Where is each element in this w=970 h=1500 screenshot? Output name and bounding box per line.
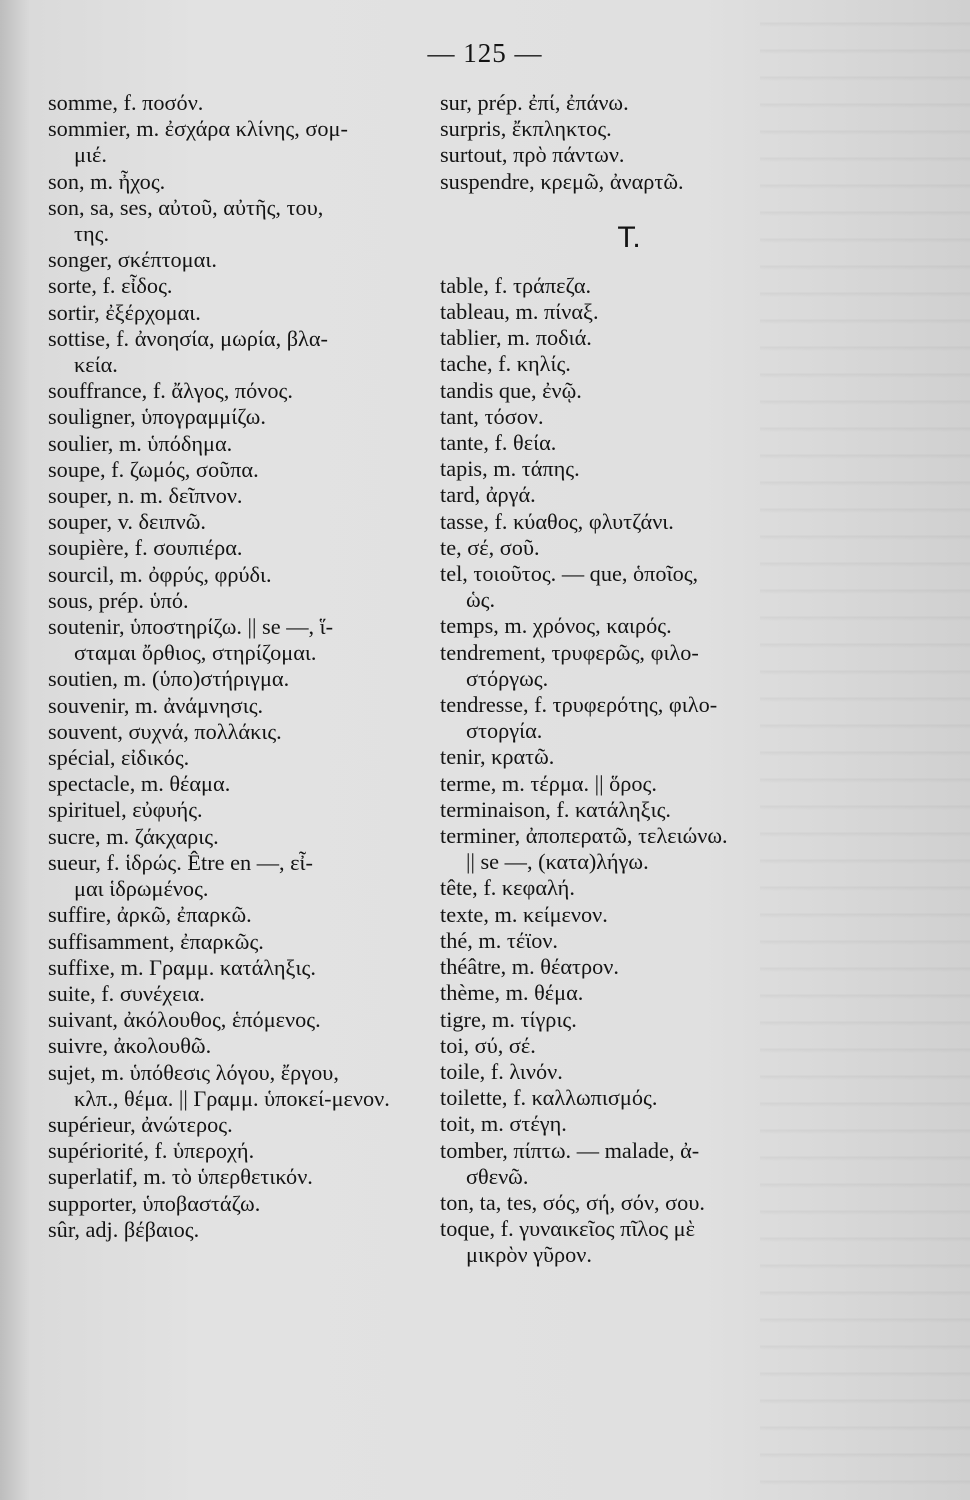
entry-text: sottise, f. ἀνοησία, μωρία, βλα- (48, 325, 328, 351)
dictionary-entry (48, 902, 438, 928)
dictionary-entry (440, 1111, 818, 1137)
dictionary-entry (440, 535, 818, 561)
dictionary-entry (48, 535, 438, 561)
entry-text: supérieur, ἀνώτερος. (48, 1111, 233, 1137)
dictionary-entry (440, 351, 818, 377)
dictionary-entry (48, 1164, 438, 1190)
entry-text: souper, v. δειπνῶ. (48, 509, 207, 535)
entry-text: soutenir, ὑποστηρίζω. || se —, ἵ- (48, 614, 334, 640)
entry-text: son, sa, ses, αὐτοῦ, αὐτῆς, του, (48, 194, 324, 220)
dictionary-entry (48, 693, 438, 719)
entry-text: soutien, m. (ὑπο)στήριγμα. (48, 666, 290, 692)
entry-continuation: σθενῶ. (466, 1163, 529, 1189)
entry-continuation: || se —, (κατα)λήγω. (466, 849, 649, 875)
entry-text: sous, prép. ὑπό. (48, 587, 189, 613)
entry-text: sujet, m. ὑπόθεσις λόγου, ἔργου, (48, 1059, 339, 1085)
dictionary-entry (48, 378, 438, 404)
entry-text: suffixe, m. Γραμμ. κατάληξις. (48, 954, 316, 980)
dictionary-entry (440, 509, 818, 535)
page-number: — 125 — (427, 38, 543, 68)
entry-text: supporter, ὑποβαστάζω. (48, 1190, 261, 1216)
entry-continuation: ὡς. (466, 587, 496, 613)
right-column-s-entries (440, 90, 818, 195)
dictionary-entry (48, 1138, 438, 1164)
dictionary-entry (48, 457, 438, 483)
dictionary-entry (440, 299, 818, 325)
dictionary-entry (440, 1059, 818, 1085)
entry-text: tasse, f. κύαθος, φλυτζάνι. (440, 508, 674, 534)
entry-text: soupe, f. ζωμός, σοῦπα. (48, 456, 259, 482)
dictionary-entry (48, 326, 438, 378)
dictionary-entry (440, 1138, 818, 1190)
dictionary-entry (440, 482, 818, 508)
dictionary-entry (48, 824, 438, 850)
entry-text: terme, m. τέρμα. || ὅρος. (440, 770, 657, 796)
entry-text: tablier, m. ποδιά. (440, 325, 592, 351)
dictionary-entry (48, 116, 438, 168)
entry-text: soulier, m. ὑπόδημα. (48, 430, 233, 456)
dictionary-entry (48, 1033, 438, 1059)
dictionary-entry (48, 483, 438, 509)
dictionary-entry (48, 1007, 438, 1033)
dictionary-entry (48, 850, 438, 902)
dictionary-entry (48, 1191, 438, 1217)
dictionary-entry (48, 745, 438, 771)
dictionary-entry (48, 90, 438, 116)
entry-text: toile, f. λινόν. (440, 1058, 563, 1084)
entry-text: terminaison, f. κατάληξις. (440, 796, 671, 822)
dictionary-entry (440, 169, 818, 195)
entry-text: surtout, πρὸ πάντων. (440, 142, 625, 168)
dictionary-entry (440, 902, 818, 928)
entry-text: suite, f. συνέχεια. (48, 980, 205, 1006)
dictionary-entry (48, 1217, 438, 1243)
dictionary-entry (440, 1085, 818, 1111)
dictionary-entry (440, 640, 818, 692)
dictionary-entry (440, 90, 818, 116)
dictionary-entry (440, 1007, 818, 1033)
entry-text: souffrance, f. ἄλγος, πόνος. (48, 378, 293, 404)
dictionary-entry (48, 562, 438, 588)
entry-text: songer, σκέπτομαι. (48, 247, 217, 273)
entry-text: tard, ἀργά. (440, 482, 536, 508)
dictionary-entry (440, 744, 818, 770)
entry-continuation: στοργία. (466, 718, 543, 744)
entry-text: tendrement, τρυφερῶς, φιλο- (440, 639, 699, 665)
entry-text: table, f. τράπεζα. (440, 272, 592, 298)
entry-text: tête, f. κεφαλή. (440, 875, 575, 901)
entry-continuation: στόργως. (466, 665, 549, 691)
entry-text: temps, m. χρόνος, καιρός. (440, 613, 672, 639)
dictionary-entry (440, 797, 818, 823)
entry-text: tenir, κρατῶ. (440, 744, 555, 770)
entry-continuation: μιέ. (74, 142, 107, 168)
entry-text: soupière, f. σουπιέρα. (48, 535, 243, 561)
dictionary-entry (440, 980, 818, 1006)
dictionary-entry (48, 1112, 438, 1138)
dictionary-entry (440, 1216, 818, 1268)
entry-text: sur, prép. ἐπί, ἐπάνω. (440, 90, 629, 115)
dictionary-entry (440, 116, 818, 142)
dictionary-entry (440, 273, 818, 299)
entry-text: supériorité, f. ὑπεροχή. (48, 1138, 255, 1164)
entry-text: sommier, m. ἐσχάρα κλίνης, σομ- (48, 116, 348, 142)
entry-text: texte, m. κείμενον. (440, 901, 608, 927)
entry-text: spectacle, m. θέαμα. (48, 771, 231, 797)
entry-text: souper, n. m. δεῖπνον. (48, 483, 243, 509)
entry-text: toilette, f. καλλωπισμός. (440, 1085, 658, 1111)
dictionary-entry (440, 1033, 818, 1059)
dictionary-entry (48, 666, 438, 692)
dictionary-entry (48, 1060, 438, 1112)
dictionary-entry (440, 771, 818, 797)
dictionary-entry (440, 430, 818, 456)
dictionary-entry (48, 195, 438, 247)
entry-text: sûr, adj. βέβαιος. (48, 1216, 200, 1242)
entry-text: surpris, ἔκπληκτος. (440, 116, 612, 142)
dictionary-entry (440, 456, 818, 482)
entry-text: tandis que, ἐνῷ. (440, 377, 582, 403)
entry-text: thé, m. τέϊον. (440, 927, 559, 953)
entry-text: tante, f. θεία. (440, 430, 557, 456)
entry-continuation: κλπ., θέμα. || Γραμμ. ὑποκεί-μενον. (74, 1085, 390, 1111)
entry-text: souvenir, m. ἀνάμνησις. (48, 692, 264, 718)
entry-text: tel, τοιοῦτος. — que, ὁποῖος, (440, 561, 699, 587)
dictionary-entry (440, 378, 818, 404)
dictionary-entry (48, 719, 438, 745)
entry-continuation: κεία. (74, 352, 118, 378)
dictionary-entry (440, 692, 818, 744)
entry-text: somme, f. ποσόν. (48, 90, 204, 115)
entry-text: toque, f. γυναικεῖος πῖλος μὲ (440, 1216, 695, 1242)
dictionary-entry (440, 325, 818, 351)
entry-text: sourcil, m. ὀφρύς, φρύδι. (48, 561, 272, 587)
entry-text: tant, τόσον. (440, 403, 544, 429)
entry-text: spirituel, εὐφυής. (48, 797, 203, 823)
entry-continuation: σταμαι ὄρθιος, στηρίζομαι. (74, 640, 317, 666)
entry-text: sucre, m. ζάκχαρις. (48, 823, 219, 849)
left-column (48, 90, 438, 1243)
entry-text: toi, σύ, σέ. (440, 1032, 536, 1058)
entry-text: tomber, πίπτω. — malade, ἀ- (440, 1137, 700, 1163)
entry-text: sorte, f. εἶδος. (48, 273, 173, 299)
dictionary-entry (48, 509, 438, 535)
dictionary-entry (440, 823, 818, 875)
dictionary-entry (440, 404, 818, 430)
dictionary-entry (48, 300, 438, 326)
dictionary-entry (48, 929, 438, 955)
right-column (440, 90, 818, 1269)
entry-text: te, σέ, σοῦ. (440, 534, 540, 560)
entry-text: théâtre, m. θέατρον. (440, 954, 619, 980)
entry-continuation: μικρὸν γῦρον. (466, 1242, 592, 1268)
entry-text: sortir, ἐξέρχομαι. (48, 299, 201, 325)
entry-text: ton, ta, tes, σός, σή, σόν, σου. (440, 1189, 705, 1215)
dictionary-entry (48, 614, 438, 666)
dictionary-entry (440, 875, 818, 901)
entry-text: tendresse, f. τρυφερότης, φιλο- (440, 692, 718, 718)
dictionary-entry (48, 273, 438, 299)
entry-text: tache, f. κηλίς. (440, 351, 571, 377)
entry-text: tableau, m. πίναξ. (440, 299, 599, 325)
entry-text: suffisamment, ἐπαρκῶς. (48, 928, 264, 954)
entry-text: tapis, m. τάπης. (440, 456, 580, 482)
dictionary-entry (48, 797, 438, 823)
entry-text: terminer, ἀποπερατῶ, τελειώνω. (440, 823, 728, 849)
entry-text: spécial, εἰδικός. (48, 745, 190, 771)
entry-text: superlatif, m. τὸ ὑπερθετικόν. (48, 1164, 313, 1190)
section-letter: T. (617, 220, 641, 254)
entry-text: suivre, ἀκολουθῶ. (48, 1033, 212, 1059)
entry-text: souligner, ὑπογραμμίζω. (48, 404, 266, 430)
right-column-t-entries (440, 273, 818, 1269)
dictionary-entry (440, 1190, 818, 1216)
dictionary-entry (48, 169, 438, 195)
dictionary-entry (440, 142, 818, 168)
dictionary-entry (48, 404, 438, 430)
entry-continuation: της. (74, 221, 110, 247)
entry-text: suspendre, κρεμῶ, ἀναρτῶ. (440, 168, 684, 194)
dictionary-entry (440, 561, 818, 613)
dictionary-entry (48, 771, 438, 797)
dictionary-entry (440, 954, 818, 980)
dictionary-entry (48, 588, 438, 614)
entry-text: suivant, ἀκόλουθος, ἑπόμενος. (48, 1007, 321, 1033)
dictionary-entry (48, 247, 438, 273)
dictionary-entry (440, 613, 818, 639)
entry-text: sueur, f. ἱδρώς. Être en —, εἶ- (48, 849, 313, 875)
dictionary-entry (48, 981, 438, 1007)
entry-text: toit, m. στέγη. (440, 1111, 567, 1137)
entry-text: son, m. ἦχος. (48, 168, 166, 194)
dictionary-entry (440, 928, 818, 954)
dictionary-entry (48, 955, 438, 981)
dictionary-entry (48, 431, 438, 457)
entry-text: thème, m. θέμα. (440, 980, 584, 1006)
entry-text: tigre, m. τίγρις. (440, 1006, 577, 1032)
entry-continuation: μαι ἱδρωμένος. (74, 876, 209, 902)
entry-text: suffire, ἀρκῶ, ἐπαρκῶ. (48, 902, 252, 928)
entry-text: souvent, συχνά, πολλάκις. (48, 718, 282, 744)
